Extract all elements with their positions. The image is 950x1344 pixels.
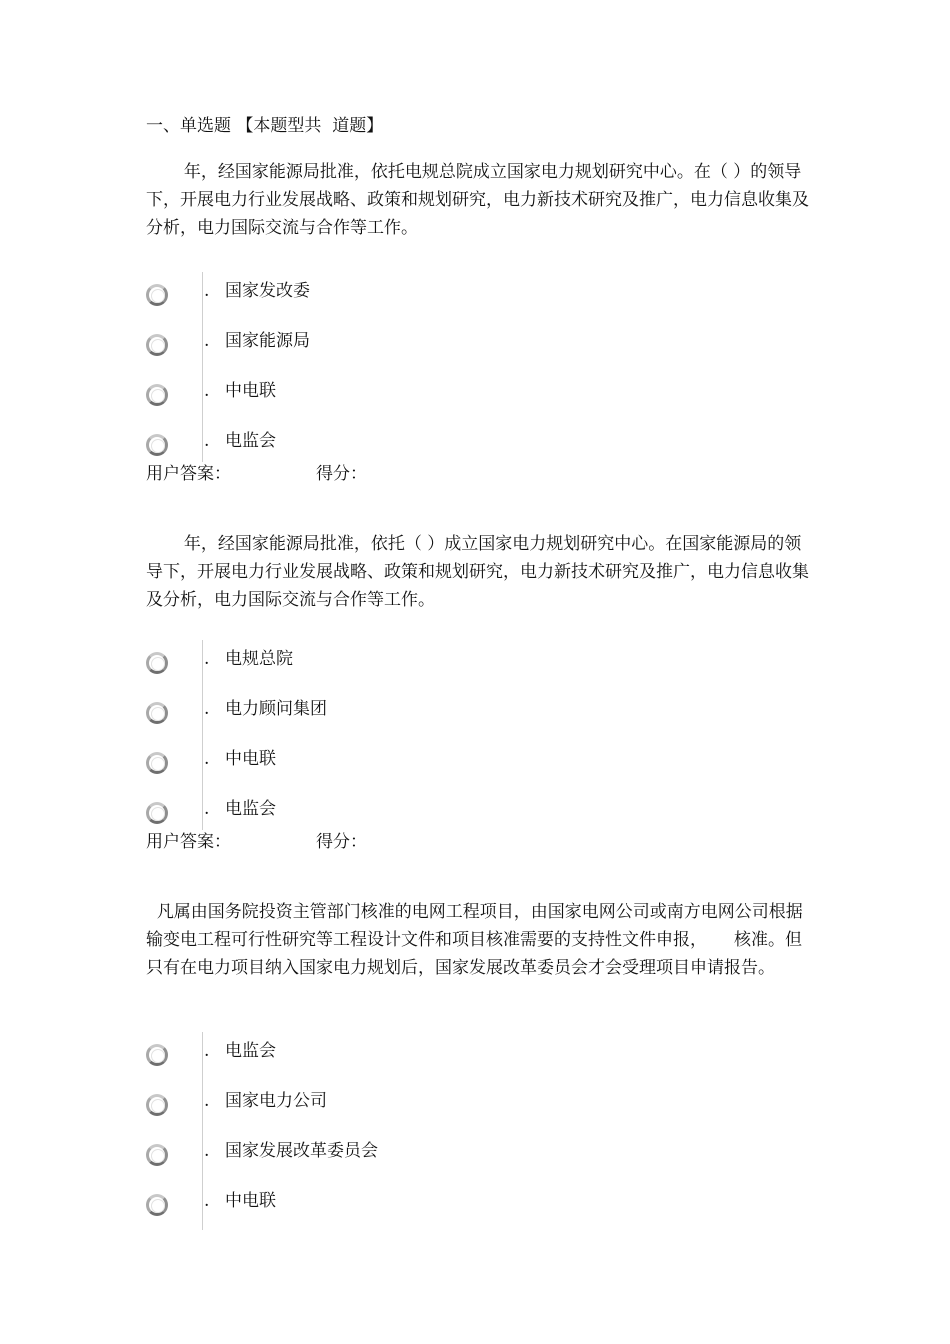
option-item[interactable] — [146, 642, 546, 692]
option-item[interactable] — [146, 1034, 546, 1084]
option-marker: . — [204, 799, 210, 819]
option-item[interactable] — [146, 1084, 546, 1134]
user-answer-label: 用户答案： — [146, 832, 231, 852]
radio-button[interactable] — [146, 702, 168, 724]
option-label: 国家发展改革委员会 — [225, 1141, 378, 1161]
option-marker: . — [204, 699, 210, 719]
question-2-stem: 年，经国家能源局批准，依托（ ）成立国家电力规划研究中心。在国家能源局的领导下，开展电力行业发展战略、政策和规划研究，电力新技术研究及推广，电力信息收集及分析，电力国际交流与合作等工作。 — [146, 534, 809, 610]
radio-button[interactable] — [146, 434, 168, 456]
option-marker: . — [204, 649, 210, 669]
option-marker: . — [204, 281, 210, 301]
answer-row — [146, 462, 367, 486]
option-item[interactable] — [146, 374, 546, 424]
radio-button[interactable] — [146, 1094, 168, 1116]
option-item[interactable] — [146, 742, 546, 792]
radio-button[interactable] — [146, 334, 168, 356]
option-label: 电监会 — [225, 799, 276, 819]
radio-button[interactable] — [146, 1144, 168, 1166]
option-item[interactable] — [146, 692, 546, 742]
option-label: 中电联 — [225, 1191, 276, 1211]
option-marker: . — [204, 1141, 210, 1161]
radio-button[interactable] — [146, 802, 168, 824]
option-item[interactable] — [146, 1184, 546, 1234]
answer-row — [146, 830, 367, 854]
option-label: 国家发改委 — [225, 281, 310, 301]
option-label: 国家能源局 — [225, 331, 310, 351]
option-label: 电力顾问集团 — [225, 699, 327, 719]
score-label: 得分： — [316, 464, 367, 484]
question-3-stem: 凡属由国务院投资主管部门核准的电网工程项目，由国家电网公司或南方电网公司根据输变电工程可行性研究等工程设计文件和项目核准需要的支持性文件申报， 核准。但只有在电力项目纳入国家电力规划后，国家发展改革委员会才会受理项目申请报告。 — [146, 902, 803, 978]
option-marker: . — [204, 431, 210, 451]
radio-button[interactable] — [146, 1194, 168, 1216]
option-item[interactable] — [146, 324, 546, 374]
radio-button[interactable] — [146, 752, 168, 774]
option-marker: . — [204, 381, 210, 401]
radio-button[interactable] — [146, 1044, 168, 1066]
option-label: 中电联 — [225, 749, 276, 769]
option-marker: . — [204, 749, 210, 769]
option-label: 中电联 — [225, 381, 276, 401]
radio-button[interactable] — [146, 652, 168, 674]
radio-button[interactable] — [146, 284, 168, 306]
option-label: 电监会 — [225, 431, 276, 451]
score-label: 得分： — [316, 832, 367, 852]
option-label: 国家电力公司 — [225, 1091, 327, 1111]
option-marker: . — [204, 1191, 210, 1211]
question-1-stem: 年，经国家能源局批准，依托电规总院成立国家电力规划研究中心。在（ ）的领导下，开展电力行业发展战略、政策和规划研究，电力新技术研究及推广，电力信息收集及分析，电力国际交流与合作等工作。 — [146, 162, 809, 238]
option-label: 电规总院 — [225, 649, 293, 669]
radio-button[interactable] — [146, 384, 168, 406]
option-marker: . — [204, 1091, 210, 1111]
section-title: 一、单选题 【本题型共 道题】 — [146, 116, 384, 136]
option-label: 电监会 — [225, 1041, 276, 1061]
option-marker: . — [204, 1041, 210, 1061]
user-answer-label: 用户答案： — [146, 464, 231, 484]
option-marker: . — [204, 331, 210, 351]
option-item[interactable] — [146, 274, 546, 324]
option-item[interactable] — [146, 1134, 546, 1184]
